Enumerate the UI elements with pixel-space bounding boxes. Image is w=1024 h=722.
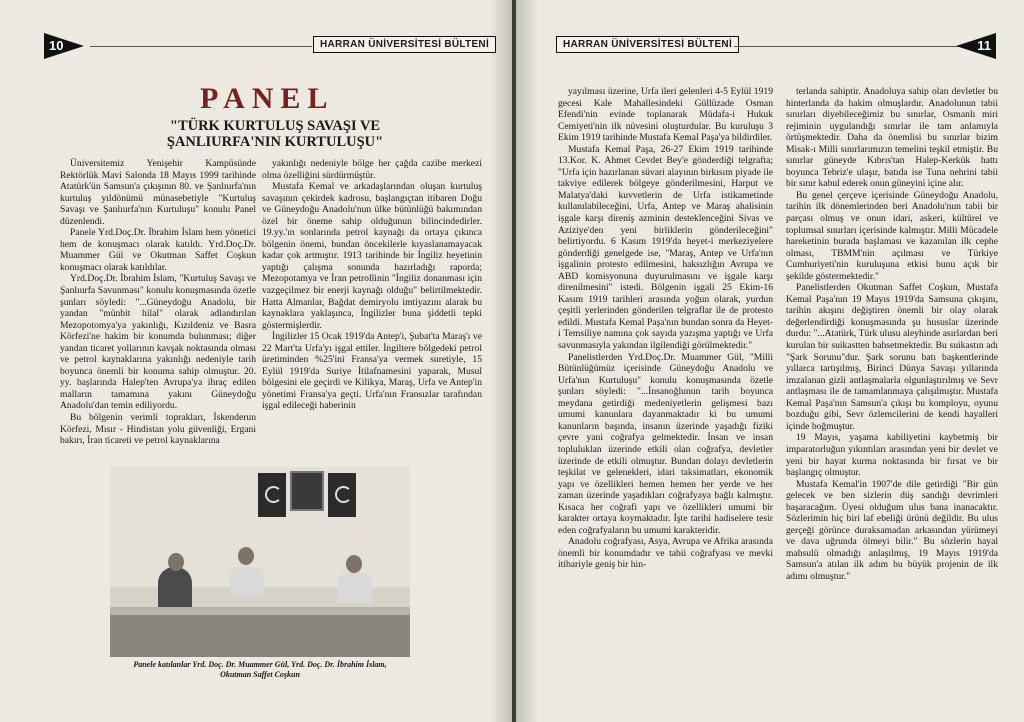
article-subtitle: [130, 118, 420, 150]
right-column-1: [558, 86, 773, 571]
caption-line: Panele katılanlar Yrd. Doç. Dr. Muammer Gül, Yrd. Doç. Dr. İbrahim İslam,: [133, 660, 387, 669]
paragraph: Mustafa Kemal Paşa, 26-27 Ekim 1919 tarihinde 13.Kor. K. Ahmet Cevdet Bey'e gönderdiği telgrafta; "Urfa için hazırlanan süvari alayının birkısım piyade ile takviye edilerek bölgeye gönderilmesini, Harput ve Malatya'daki kuvvetlerin de Urfa istikametinde kullanılabileceğini, Urfa, Antep ve Maraş ahalisinin işgale karşı direniş azminin desteklenceğini Sivas ve Aziziye'den yeni birliklerin gönderileceğini" belirtiyordu. 6 Kasım 1919'da heyet-i merkeziyelere gönderdiği genelgede ise, "Maraş, Antep ve Urfa'nın işgalinin protesto edilmesini, haksızlığın Avrupa ve ABD komisyonuna duyurulmasını ve işgale karşı direnilmesini" istedi. Bölgenin işgali 25 Ekim-16 Kasım 1919 tarihleri arasında yoğun olarak, yurdun çeşitli yerlerinden gönderilen telgraflar ile de protesto edildi. Mustafa Kemal Paşa'nın bundan sonra da Heyet-i Temsiliye namına çok sayıda yazışma yaptığı ve Urfa savunmasıyla yakından ilgilendiği görülmektedir.": [558, 143, 773, 352]
subtitle-line: ŞANLIURFA'NIN KURTULUŞU": [166, 134, 384, 150]
panelist-head: [346, 555, 362, 573]
paragraph: Bu bölgenin verimli toprakları, İskenderun Körfezi, Mısır - Hindistan yolu güvenliği, Ergani bakırı, İran ticareti ve petrol kaynaklarına: [60, 412, 256, 447]
portrait-icon: [290, 471, 324, 511]
paragraph: Panele Yrd.Doç.Dr. İbrahim İslam hem yönetici hem de konuşmacı olarak katıldı. Yrd.Doç.Dr. Muammer Gül ve Okutman Saffet Coşkun konuşmacı olarak katıldılar.: [60, 227, 256, 273]
panel-photo: [110, 467, 410, 657]
paragraph: Panelistlerden Yrd.Doç.Dr. Muammer Gül, "Milli Bütünlüğümüz içerisinde Güneydoğu Anadolu ve Urfa'nın Kurtuluşu" konulu konuşmasında özetle şunları söyledi: "...İnsanoğlunun tarih boyunca meydana getirdiği medeniyetlerin gelişmesi bazı umumi kanunlara dayanmaktadır ki bu umumi kanunların başında, insanın üzerinde yaşadığı fiziki çevre yani coğrafya gelmektedir. İnsan ve insan topluluklan üzerinde etkili olan coğrafya, devletler üzerinde de etkili olmuştur. Bundan dolayı devletlerin teşkilat ve gelenekleri, idari taksimatları, ekonomik yapı ve özellikleri hemen hemen her yerde ve her zaman üzerinde yaşadıkları coğrafyaya bağlı kalmıştır. Kısaca her coğrafi yapı ve özellikleri umumi bir karakter ortaya koymaktadır. İşte tarihi hadiselere tesir eden coğrafyaların bu umumi karakteridir.: [558, 351, 773, 536]
photo-table: [110, 615, 410, 657]
header-rule: [90, 46, 312, 47]
photo-caption: [110, 660, 410, 680]
page-number-right: 11: [977, 38, 991, 53]
left-column-1: [60, 158, 256, 447]
header-rule: [734, 46, 959, 47]
article-title: PANEL: [200, 82, 335, 115]
right-page: [516, 0, 1024, 722]
paragraph: terlanda sahiptir. Anadoluya sahip olan devletler bu hinterlanda da hakim olmuşlardır. Anadolunun tabii sınırları diyebileceğimiz bu sınırlar, Osmanlı miri rejiminin uygulandığı sınırlar ile tam anlamıyla örtüşmektedir. Daha da önemlisi bu sınırlar bizim Misak-ı Milli sınırlarımızın temelini teşkil etmiştir. Bu sınırlar güneyde Kıbrıs'tan Halep-Kerkük hattı boyunca Tebriz'e ulaşır, batıda ise Tuna nehrini tabii bir sınır kabul ederek onun güneyini içine alır.: [786, 86, 998, 190]
left-column-2: [262, 158, 482, 412]
panelist-head: [168, 553, 184, 571]
paragraph: Mustafa Kemal ve arkadaşlarından oluşan kurtuluş savaşının çekirdek kadrosu, başlangıçtan itibaren Doğu ve Güneydoğu Anadolu'nun ülke bütünlüğü bakımından özel bir öneme sahip olduğunun bilincindedirler. 19.yy.'ın sonlarında petrol kaynağı da ortaya çıkınca bölgenin önemi, bundan öncekilerle kıyaslanamayacak kadar çok artmıştır. 1913 tarihinde bir İngiliz heyetinin yaptığı çalışma sonunda hazırladığı raporda; Mezopotamya ve İran petrollinin "İngiliz donanması için vazgeçilmez bir enerji kaynağı olduğu" belirtilmektedir. Hatta Almanlar, Bağdat demiryolu imtiyazını alarak bu kaynaklara yaklaşınca, İngilizler buna şiddetli tepki göstermişlerdir.: [262, 181, 482, 331]
gutter-shadow: [516, 0, 538, 722]
subtitle-line: "TÜRK KURTULUŞ SAVAŞI VE: [169, 118, 381, 134]
caption-line: Okutman Saffet Coşkun: [220, 670, 300, 679]
paragraph: Üniversitemiz Yenişehir Kampüsünde Rektörlük Mavi Salonda 18 Mayıs 1999 tarihinde Atatürk'ün Samsun'a çıkışının 80. ve Şanlıurfa'nın kurtuluş yıldönümü münasebetiyle "Kurtuluş Savaşı ve Şanlıurfa'nın Kurtuluşu" konulu Panel düzenlendi.: [60, 158, 256, 227]
paragraph: Bu genel çerçeve içerisinde Güneydoğu Anadolu, tarihin ilk dönemlerinden beri Anadolu'nun tabii bir parçası olmuş ve onun idari, askeri, kültürel ve toplumsal sınırları içerisinde kalmıştır. Milli Mücadele hareketinin burada başlaması ve kazanılan ilk cephe olması, TBMM'nin açılması ve Türkiye Cumhuriyeti'nin kuruluşuna etkisi bunu açık bir şekilde göstermektedir.": [786, 189, 998, 282]
bulletin-header-left: HARRAN ÜNİVERSİTESİ BÜLTENİ: [313, 36, 496, 53]
panelist-head: [238, 547, 254, 565]
paragraph: İngilizler 15 Ocak 1919'da Antep'i, Şubat'ta Maraş'ı ve 22 Mart'ta Urfa'yı işgal ettiler. İngiltere bölgedeki petrol üretiminden %25'ini Fransa'ya vermek suretiyle, 15 Eylül 1919'da Suriye İtilafnamesini yaparak, Musul bölgesini ele geçirdi ve Kilikya, Maraş, Urfa ve Antep'in yönetimi Fransa'ya geçti. Urfa'nın Fransızlar tarafından işgal edileceği haberinin: [262, 331, 482, 412]
paragraph: yakınlığı nedeniyle bölge her çağda cazibe merkezi olma özelliğini sürdürmüştür.: [262, 158, 482, 181]
page-number-left: 10: [49, 38, 64, 53]
paragraph: 19 Mayıs, yaşama kabiliyetini kaybetmiş bir imparatorluğun yıkıntıları arasından yeni bir devlet ve yeni bir hayat kurma noktasında bir fırsat ve bir başlangıç olmuştur.: [786, 432, 998, 479]
flag-icon: [258, 473, 286, 517]
right-column-2: [786, 86, 998, 583]
gutter-shadow: [490, 0, 512, 722]
flag-icon: [328, 473, 356, 517]
paragraph: Yrd.Doç.Dr. İbrahim İslam, "Kurtuluş Savaşı ve Şanlıurfa Savunması" konulu konuşmasında özetle şunları söyledi: "...Güneydoğu Anadolu, bir yandan "münbit hilal" olarak adlandırılan Mezopotomya'ya yakınlığı, Kızıldeniz ve Basra Körfezi'ne hakim bir konumda bulunması; diğer yandan ticaret yollarının kavşak noktasında olması ve petrol kaynaklarına yakınlığı nedeniyle tarih boyunca önemli bir konuma sahip olmuştur. 20. yy. başlarında Halep'ten Avrupa'ya ihraç edilen malların tamamına yakını Güneydoğu Anadolu'dan temin ediliyordu.: [60, 273, 256, 412]
panelist-figure: [338, 573, 372, 603]
bulletin-header-right: HARRAN ÜNİVERSİTESİ BÜLTENİ: [556, 36, 739, 53]
paragraph: Anadolu coğrafyası, Asya, Avrupa ve Afrika arasında önemli bir konumdadır ve tabii coğrafyası ve mevki itibariyle geniş bir hin-: [558, 536, 773, 571]
paragraph: Panelistlerden Okutman Saffet Coşkun, Mustafa Kemal Paşa'nın 19 Mayıs 1919'da Samsuna çıkışını, tarihin akışını değiştiren önemli bir olay olarak değerlendirdiği konuşmasında şu hususlar üzerinde durdu: "...Atatürk, Türk ulusu aleyhinde asırlardan beri kurulan bir suikastten bahsetmektedir. Bu suikastın adı "Şark Sorunu"dur. Şark sorunu batı başkentlerinde yıllarca tartışılmış, Birinci Dünya Savaşı yıllarında imzalanan gizli antlaşmalarla olgunlaştırılmış ve Sevr antlaşması ile de tamamlanmaya çalışılmıştır. Mustafa Kemal Paşa'nın Samsun'a çıkışı bu komployu, oyunu bozduğu gibi, Sevr özlemcilerini de kendi hayalleri içinde boğmuştur.: [786, 282, 998, 432]
paragraph: yayılması üzerine, Urfa ileri gelenleri 4-5 Eylül 1919 gecesi Kale Mahallesindeki Güllüzade Osman Efendi'nin evinde toplanarak Müdafa-i Hukuk Cemiyeti'nin ilk nüvesini oluşturdular. Bu kuruluşu 3 Ekim 1919 tarihinde Mustafa Kemal Paşa'ya bildirdiler.: [558, 86, 773, 144]
panelist-figure: [230, 567, 264, 597]
paragraph: Mustafa Kemal'in 1907'de dile getirdiği "Bir gün gelecek ve ben sizlerin düş sandığı devrimleri başaracağım. Üyesi olduğum ulus bana inanacaktır. Sözlerimin hiç biri laf ebeliği ürünü değildir. Bu ulus gerçeği görünce duraksamadan arkasından yürümeyi ve dava uğrunda ölmeyi bilir." Bu sözlerin hayal mahsulü olmadığı anlaşılmış, 19 Mayıs 1919'da Samsun'a atılan ilk adım bu büyük projenin de ilk adımı olmuştur.": [786, 478, 998, 582]
